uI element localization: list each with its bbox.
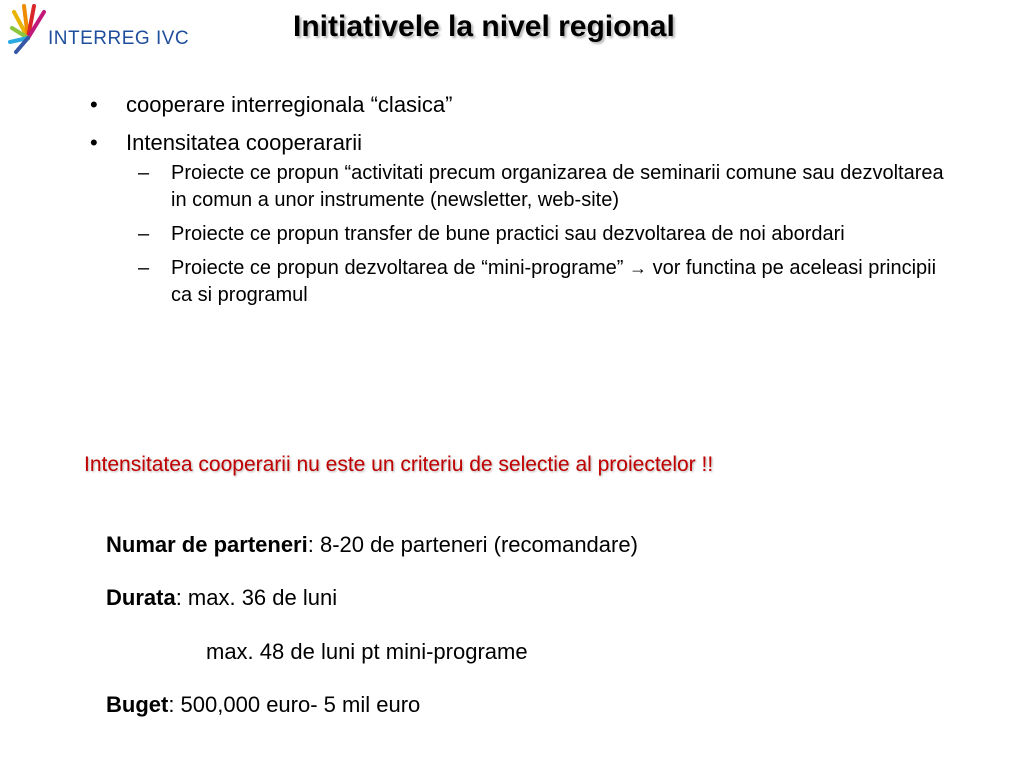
partners-value: : 8-20 de parteneri (recomandare) (307, 532, 638, 557)
subbullet-marker: – (138, 223, 150, 245)
subbullet-text-before: Proiecte ce propun dezvoltarea de “mini-programe” (171, 257, 624, 279)
logo-text: INTERREG IVC (48, 28, 190, 49)
bullet-marker: • (90, 92, 98, 117)
duration-label: Durata (106, 585, 176, 610)
bullet-item (90, 128, 950, 309)
bullet-text: Intensitatea cooperararii (126, 130, 363, 155)
bullet-marker: • (90, 130, 98, 155)
partners-fact (106, 530, 638, 560)
interreg-star-burst-icon (6, 2, 50, 58)
right-arrow-icon: → (629, 258, 648, 278)
interreg-logo (6, 2, 206, 60)
budget-label: Buget (106, 692, 169, 717)
subbullet-item (126, 255, 951, 309)
budget-value: : 500,000 euro- 5 mil euro (168, 692, 421, 717)
subbullet-text: Proiecte ce propun “activitati precum organizarea de seminarii comune sau dezvoltarea in comun a unor instrumente (newsletter, web-site) (171, 162, 944, 211)
duration-value: : max. 36 de luni (175, 585, 338, 610)
subbullet-item (126, 160, 951, 214)
duration-fact (106, 583, 337, 613)
bullet-item (90, 90, 950, 120)
subbullet-item (126, 221, 951, 248)
duration-extra: max. 48 de luni pt mini-programe (206, 639, 528, 664)
bullet-list (90, 90, 950, 317)
budget-fact (106, 690, 420, 720)
subbullet-marker: – (138, 257, 150, 279)
bullet-text: cooperare interregionala “clasica” (126, 92, 453, 117)
subbullet-text-after: vor functina pe aceleasi principii ca si programul (171, 257, 937, 306)
slide-title: Initiativele la nivel regional (293, 10, 675, 43)
subbullet-marker: – (138, 162, 150, 184)
subbullet-text: Proiecte ce propun transfer de bune practici sau dezvoltarea de noi abordari (171, 223, 845, 245)
subbullet-list (126, 160, 950, 309)
partners-label: Numar de parteneri (106, 532, 308, 557)
warning-note: Intensitatea cooperarii nu este un criteriu de selectie al proiectelor !! (84, 453, 714, 476)
